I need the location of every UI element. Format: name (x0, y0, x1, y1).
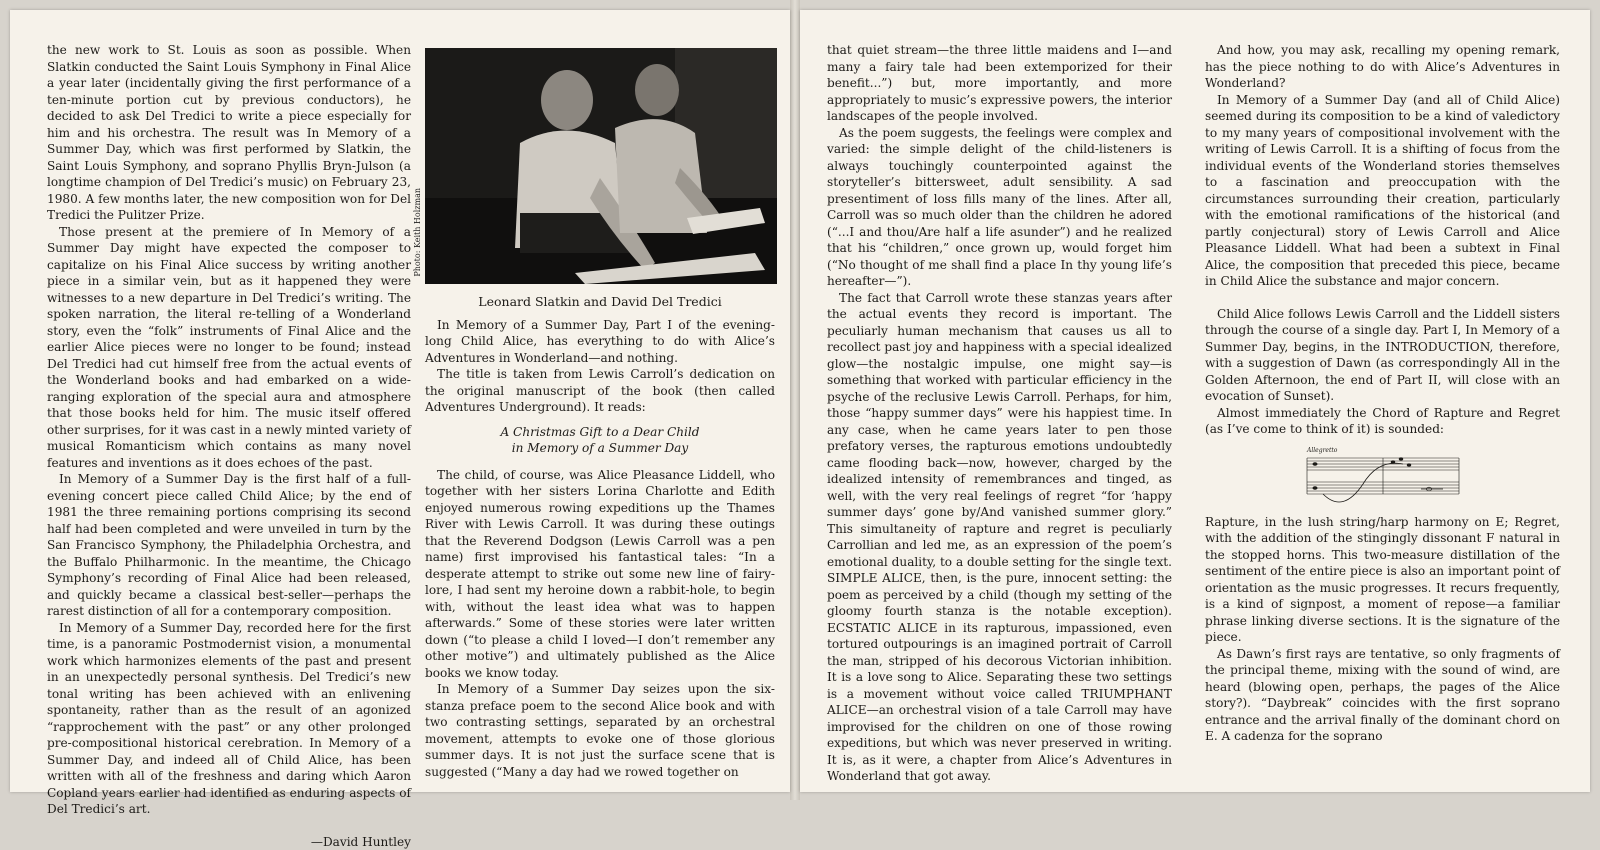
paragraph: And how, you may ask, recalling my opening remark, has the piece nothing to do with Alice’s Adventures in Wonderland? (1205, 42, 1560, 92)
paragraph: The child, of course, was Alice Pleasance Liddell, who together with her sisters Lorina Charlotte and Edith enjoyed numerous rowing expeditions up the Thames River with Lewis Carroll. It was during these outings that the Reverend Dodgson (Lewis Carroll was a pen name) first improvised his fantastical tales: “In a desperate attempt to strike out some new line of fairy-lore, I had sent my heroine down a rabbit-hole, to begin with, without the least idea what was to happen afterwards.” Some of these stories were later written down (“to please a child I loved—I don’t remember any other motive”) and ultimately published as the Alice books we know today. (425, 467, 775, 682)
right-page (800, 10, 1590, 792)
section-gap (1205, 290, 1560, 306)
paragraph: Almost immediately the Chord of Rapture and Regret (as I’ve come to think of it) is sounded: (1205, 405, 1560, 438)
right-column-2 (1205, 42, 1560, 745)
paragraph: Rapture, in the lush string/harp harmony on E; Regret, with the addition of the stingingly dissonant F natural in the stopped horns. This two-measure distillation of the sentiment of the entire piece is also an important point of orientation as the music progresses. It recurs frequently, is a kind of signpost, a moment of repose—a familiar phrase linking diverse sections. It is the signature of the piece. (1205, 514, 1560, 646)
dedication-verse (425, 424, 775, 457)
paragraph: the new work to St. Louis as soon as possible. When Slatkin conducted the Saint Louis Symphony in Final Alice a year later (incidentally giving the first performance of a ten-minute portion cut by previous conductors), he decided to ask Del Tredici to write a piece especially for him and his orchestra. The result was In Memory of a Summer Day, which was first performed by Slatkin, the Saint Louis Symphony, and soprano Phyllis Bryn-Julson (a longtime champion of Del Tredici’s music) on February 23, 1980. A few months later, the new composition won for Del Tredici the Pulitzer Prize. (47, 42, 411, 224)
booklet-gutter (790, 0, 800, 800)
paragraph: The fact that Carroll wrote these stanzas years after the actual events they record is important. The peculiarly human mechanism that causes us all to recollect past joy and happiness with a special idealized glow—the nostalgic impulse, one might say—is something that worked with particular efficiency in the psyche of the reclusive Lewis Carroll. Perhaps, for him, those “happy summer days” were his happiest time. In any case, when he came years later to pen those prefatory verses, the rapturous emotions undoubtedly came flooding back—now, however, charged by the idealized intensity of remembrances and tinged, as well, with the very real feelings of regret “for ‘happy summer days’ gone by/And vanished summer glory.” This simultaneity of rapture and regret is peculiarly Carrollian and led me, as an expression of the poem’s emotional duality, to a double setting for the single text. SIMPLE ALICE, then, is the pure, innocent setting: the poem as perceived by a child (though my setting of the gloomy fourth stanza is the notable exception). ECSTATIC ALICE in its rapturous, impassioned, even tortured outpourings is an imagined portrait of Carroll the man, stripped of his decorous Victorian inhibition. It is a love song to Alice. Separating these two settings is a movement without voice called TRIUMPHANT ALICE—an orchestral vision of a tale Carroll may have improvised for the children on one of those rowing expeditions, but which was never preserved in writing. It is, as it were, a chapter from Alice’s Adventures in Wonderland that got away. (827, 290, 1172, 785)
paragraph: that quiet stream—the three little maidens and I—and many a fairy tale had been extemporized for their benefit...”) but, more importantly, and more appropriately to music’s expressive powers, the interior landscapes of the people involved. (827, 42, 1172, 125)
verse-line: A Christmas Gift to a Dear Child (425, 424, 775, 441)
photo-image (425, 48, 777, 284)
paragraph: Those present at the premiere of In Memory of a Summer Day might have expected the composer to capitalize on his Final Alice success by writing another piece in a similar vein, but as it happened they were witnesses to a new departure in Del Tredici’s writing. The spoken narration, the literal re-telling of a Wonderland story, even the “folk” instruments of Final Alice and the earlier Alice pieces were no longer to be found; instead Del Tredici had cut himself free from the actual events of the Wonderland books and had embarked on a wide-ranging exploration of the special aura and atmosphere that those books held for him. The music itself offered other surprises, for it was cast in a newly minted variety of musical Romanticism which contains as many novel features and inventions as it does echoes of the past. (47, 224, 411, 472)
paragraph: The title is taken from Lewis Carroll’s dedication on the original manuscript of the book (then called Adventures Underground). It reads: (425, 366, 775, 416)
paragraph: As the poem suggests, the feelings were complex and varied: the simple delight of the child-listeners is always touchingly counterpointed against the storyteller’s bittersweet, adult sensibility. A sad presentiment of loss fills many of the lines. After all, Carroll was so much older than the children he adored (“...I and thou/Are half a life asunder”) and he realized that his “children,” once grown up, would forget him (“No thought of me shall find a place In thy young life’s hereafter—”). (827, 125, 1172, 290)
music-tempo-marking: Allegretto (1306, 447, 1338, 454)
author-signature: —David Huntley (47, 834, 411, 850)
paragraph: In Memory of a Summer Day, Part I of the evening-long Child Alice, has everything to do with Alice’s Adventures in Wonderland—and nothing. (425, 317, 775, 367)
verse-line: in Memory of a Summer Day (425, 440, 775, 457)
paragraph: In Memory of a Summer Day seizes upon the six-stanza preface poem to the second Alice book and with two contrasting settings, separated by an orchestral movement, attempts to evoke one of those glorious summer days. It is not just the surface scene that is suggested (“Many a day had we rowed together on (425, 681, 775, 780)
paragraph: Child Alice follows Lewis Carroll and the Liddell sisters through the course of a single day. Part I, In Memory of a Summer Day, begins, in the INTRODUCTION, therefore, with a suggestion of Dawn (as correspondingly All in the Golden Afternoon, the end of Part II, will close with an evocation of Sunset). (1205, 306, 1560, 405)
paragraph: In Memory of a Summer Day (and all of Child Alice) seemed during its composition to be a kind of valedictory to my many years of compositional involvement with the writing of Lewis Carroll. It is a shifting of focus from the individual events of the Wonderland stories themselves to a fascination and preoccupation with the circumstances surrounding their creation, particularly with the emotional ramifications of the historical (and partly conjectural) story of Lewis Carroll and Alice Pleasance Liddell. What had been a subtext in Final Alice, the composition that preceded this piece, became in Child Alice the substance and major concern. (1205, 92, 1560, 290)
photo-slatkin-del-tredici (425, 48, 777, 284)
left-column-2 (425, 42, 775, 780)
right-column-1 (827, 42, 1172, 785)
photo-credit: Photo: Keith Holzman (410, 188, 422, 277)
photo-caption: Leonard Slatkin and David Del Tredici (425, 294, 775, 311)
paragraph: As Dawn’s first rays are tentative, so only fragments of the principal theme, mixing with the sound of wind, are heard (blowing open, perhaps, the pages of the Alice story?). “Daybreak” coincides with the first soprano entrance and the arrival finally of the dominant chord on E. A cadenza for the soprano (1205, 646, 1560, 745)
music-excerpt-chord-of-rapture (1303, 444, 1463, 504)
paragraph: In Memory of a Summer Day is the first half of a full-evening concert piece called Child Alice; by the end of 1981 the three remaining portions comprising its second half had been completed and were unveiled in turn by the San Francisco Symphony, the Philadelphia Orchestra, and the Buffalo Philharmonic. In the meantime, the Chicago Symphony’s recording of Final Alice had been released, and quickly became a classical best-seller—perhaps the rarest distinction of all for a contemporary composition. (47, 471, 411, 620)
left-column-1 (47, 42, 411, 850)
left-page (10, 10, 790, 792)
paragraph: In Memory of a Summer Day, recorded here for the first time, is a panoramic Postmodernist vision, a monumental work which harmonizes elements of the past and present in an unexpectedly personal synthesis. Del Tredici’s new tonal writing has been achieved with an enlivening spontaneity, rather than as the result of an agonized “rapprochement with the past” or any other prolonged pre-compositional historical cerebration. In Memory of a Summer Day, and indeed all of Child Alice, has been written with all of the freshness and daring which Aaron Copland years earlier had identified as enduring aspects of Del Tredici’s art. (47, 620, 411, 818)
